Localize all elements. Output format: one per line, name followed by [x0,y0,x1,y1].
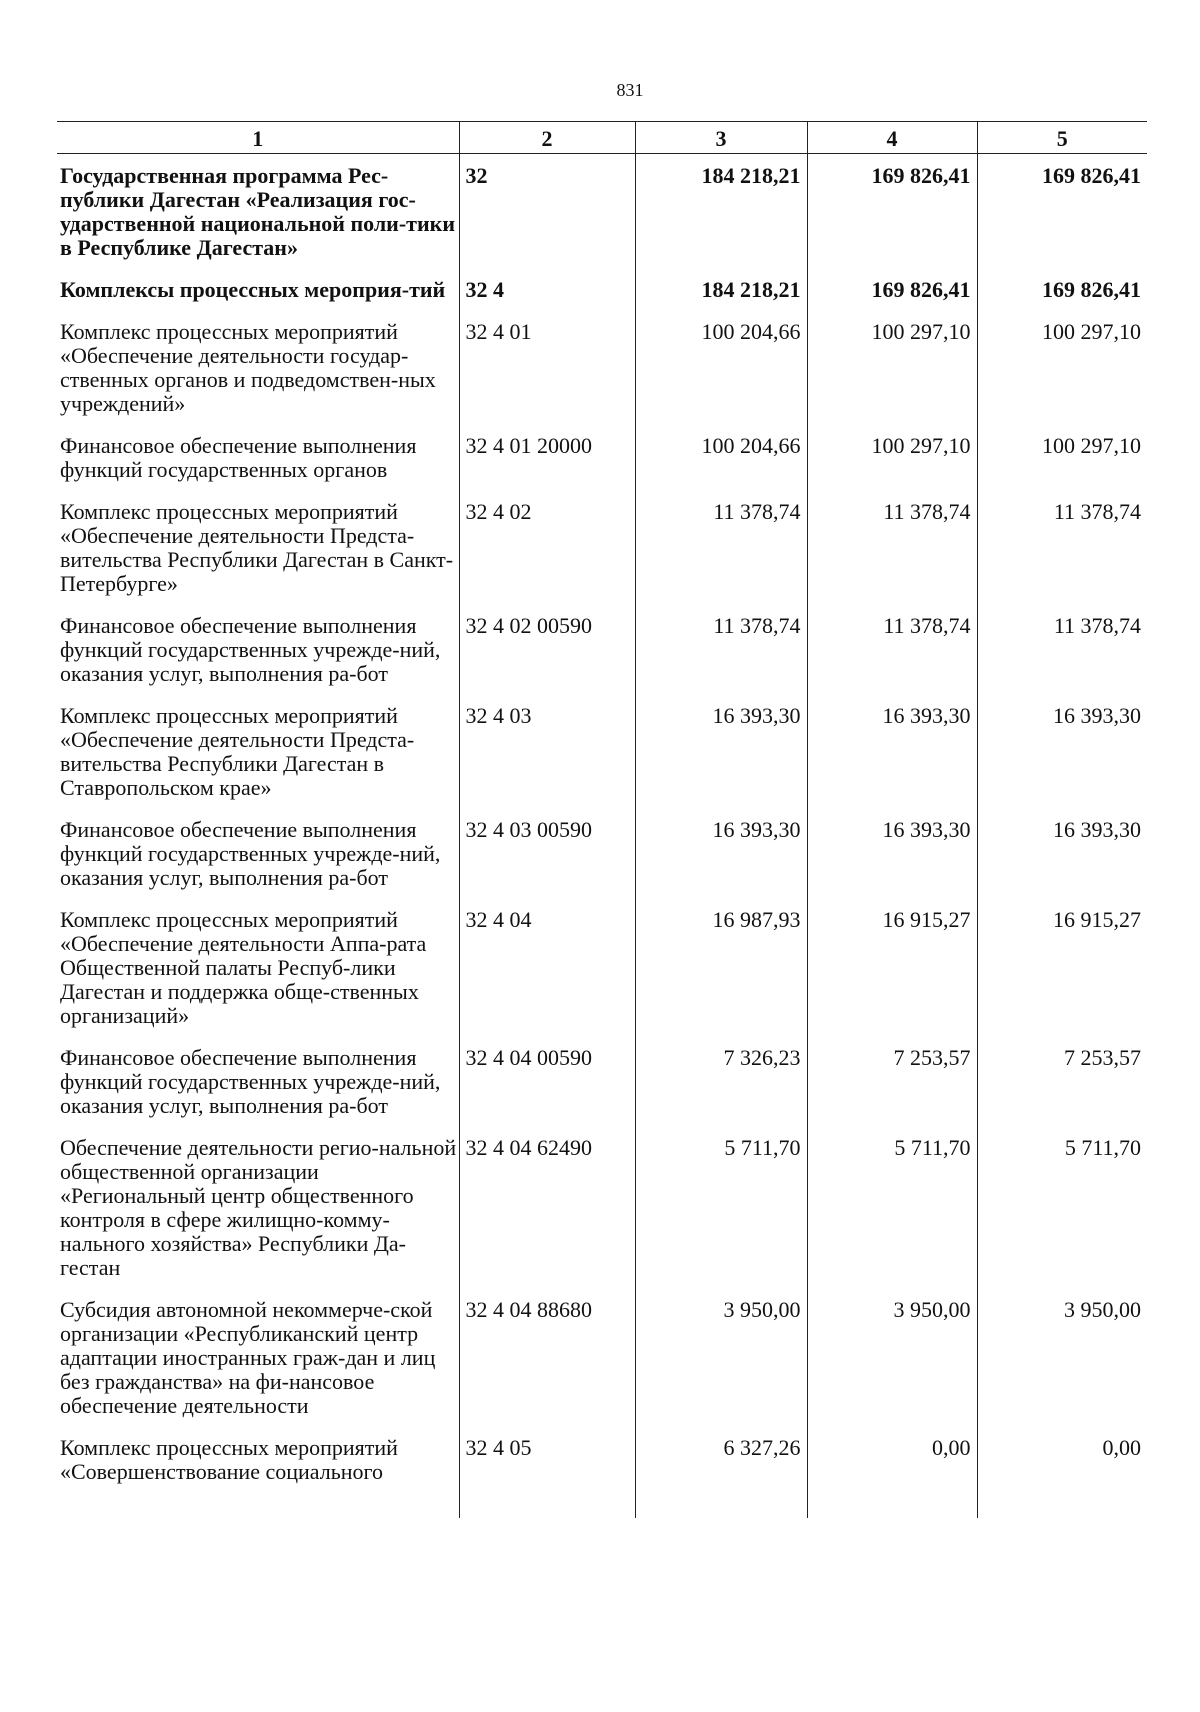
row-value-col3: 100 204,66 [635,320,807,434]
row-name: Субсидия автономной некоммерче-ской организации «Республиканский центр адаптации иностранных граж-дан и лиц без гражданства» на фи-нансовое обеспечение деятельности [60,1297,436,1418]
row-name: Комплексы процессных мероприя-тий [60,277,446,302]
row-code: 32 [459,154,635,279]
table-header [57,122,1147,154]
row-value-col4: 7 253,57 [807,1046,977,1136]
row-code: 32 4 01 [459,320,635,434]
table-row [57,1298,1147,1436]
header-col-2: 2 [459,122,635,154]
row-name: Обеспечение деятельности регио-нальной общественной организации «Региональный центр общественного контроля в сфере жилищно-комму-нального хозяйства» Республики Да-гестан [60,1135,457,1280]
row-code: 32 4 02 00590 [459,614,635,704]
row-value-col5: 7 253,57 [977,1046,1147,1136]
table-row [57,320,1147,434]
table-row [57,434,1147,500]
row-code: 32 4 04 88680 [459,1298,635,1436]
row-value-col5: 11 378,74 [977,614,1147,704]
row-code: 32 4 04 [459,908,635,1046]
table-row [57,704,1147,818]
row-value-col5: 3 950,00 [977,1298,1147,1436]
row-code: 32 4 [459,278,635,320]
row-value-col4: 169 826,41 [807,154,977,279]
row-value-col4: 11 378,74 [807,614,977,704]
row-code: 32 4 03 [459,704,635,818]
row-value-col4: 5 711,70 [807,1136,977,1298]
row-value-col5: 5 711,70 [977,1136,1147,1298]
row-value-col4: 100 297,10 [807,434,977,500]
row-value-col3: 16 393,30 [635,704,807,818]
row-value-col3: 6 327,26 [635,1436,807,1518]
row-value-col4: 0,00 [807,1436,977,1518]
row-name: Комплекс процессных мероприятий «Обеспечение деятельности государ-ственных органов и подведомствен-ных учреждений» [60,319,436,416]
row-value-col5: 100 297,10 [977,434,1147,500]
row-value-col3: 16 987,93 [635,908,807,1046]
row-code: 32 4 04 00590 [459,1046,635,1136]
row-name: Комплекс процессных мероприятий «Совершенствование социального [60,1435,398,1484]
table-body [57,154,1147,1519]
row-name: Финансовое обеспечение выполнения функций государственных учрежде-ний, оказания услуг, выполнения ра-бот [60,1045,441,1118]
row-value-col5: 169 826,41 [977,278,1147,320]
table-row [57,1046,1147,1136]
row-value-col4: 16 915,27 [807,908,977,1046]
row-value-col3: 184 218,21 [635,278,807,320]
page-number: 831 [616,80,644,100]
table-row [57,614,1147,704]
row-name: Финансовое обеспечение выполнения функций государственных учрежде-ний, оказания услуг, выполнения ра-бот [60,817,441,890]
row-value-col5: 0,00 [977,1436,1147,1518]
row-value-col4: 16 393,30 [807,704,977,818]
header-col-5: 5 [977,122,1147,154]
header-col-4: 4 [807,122,977,154]
row-value-col4: 169 826,41 [807,278,977,320]
row-value-col3: 5 711,70 [635,1136,807,1298]
row-value-col3: 16 393,30 [635,818,807,908]
table-row [57,1136,1147,1298]
row-name: Государственная программа Рес-публики Дагестан «Реализация гос-ударственной национальной поли-тики в Республике Дагестан» [60,163,456,260]
row-name: Финансовое обеспечение выполнения функций государственных органов [60,433,417,482]
header-col-3: 3 [635,122,807,154]
row-code: 32 4 01 20000 [459,434,635,500]
row-name: Комплекс процессных мероприятий «Обеспечение деятельности Предста-вительства Республики Дагестан в Санкт-Петербурге» [60,499,454,596]
row-value-col3: 11 378,74 [635,614,807,704]
table-row [57,1436,1147,1518]
table-row [57,154,1147,279]
row-code: 32 4 05 [459,1436,635,1518]
row-code: 32 4 04 62490 [459,1136,635,1298]
table-row [57,908,1147,1046]
row-value-col3: 3 950,00 [635,1298,807,1436]
row-value-col3: 7 326,23 [635,1046,807,1136]
row-value-col5: 100 297,10 [977,320,1147,434]
row-value-col3: 100 204,66 [635,434,807,500]
row-code: 32 4 02 [459,500,635,614]
row-value-col5: 16 393,30 [977,704,1147,818]
row-name: Комплекс процессных мероприятий «Обеспечение деятельности Предста-вительства Республики Дагестан в Ставропольском крае» [60,703,415,800]
row-value-col4: 3 950,00 [807,1298,977,1436]
row-value-col3: 11 378,74 [635,500,807,614]
row-name: Комплекс процессных мероприятий «Обеспечение деятельности Аппа-рата Общественной палаты Респуб-лики Дагестан и поддержка обще-ственных организаций» [60,907,427,1028]
row-value-col5: 169 826,41 [977,154,1147,279]
header-col-1: 1 [57,122,459,154]
budget-table [57,121,1147,1518]
row-value-col4: 11 378,74 [807,500,977,614]
table-row [57,818,1147,908]
row-value-col5: 11 378,74 [977,500,1147,614]
row-value-col5: 16 915,27 [977,908,1147,1046]
header-row [57,122,1147,154]
row-value-col4: 16 393,30 [807,818,977,908]
row-value-col3: 184 218,21 [635,154,807,279]
row-value-col4: 100 297,10 [807,320,977,434]
row-value-col5: 16 393,30 [977,818,1147,908]
row-name: Финансовое обеспечение выполнения функций государственных учрежде-ний, оказания услуг, выполнения ра-бот [60,613,441,686]
row-code: 32 4 03 00590 [459,818,635,908]
table-row [57,500,1147,614]
table-row [57,278,1147,320]
